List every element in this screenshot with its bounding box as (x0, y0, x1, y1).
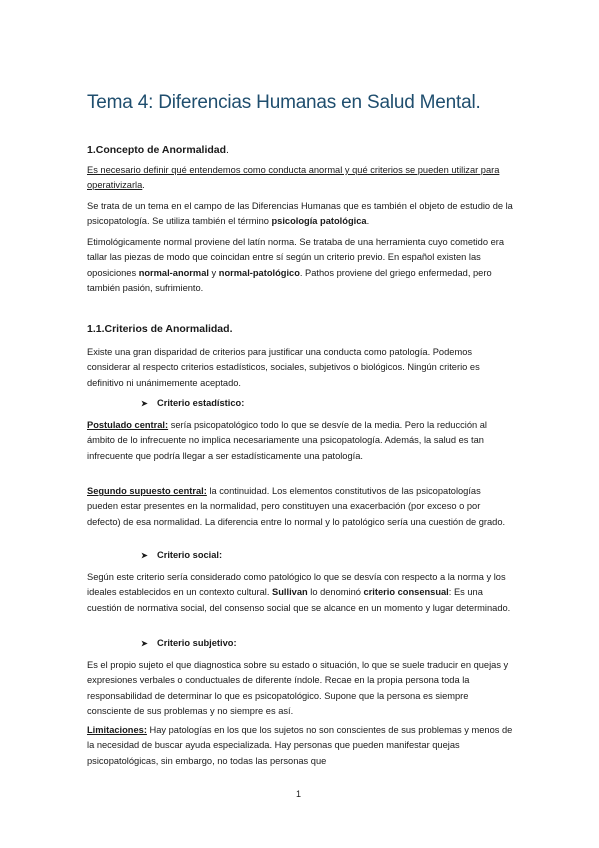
text-run: Hay patologías en los que los sujetos no son conscientes de sus problemas y menos de la necesidad de buscar ayuda especializada. Hay personas que pueden manifestar quejas psicopatológicas, sin embargo, no todas las personas que (87, 725, 513, 766)
text-run: Etimológicamente normal proviene del latín norma. Se trataba de una herramienta cuyo cometido era tallar las piezas de modo que coincidan entre sí según un criterio previo. En español existen las oposiciones (87, 237, 505, 278)
arrow-bullet-icon: ➤ (141, 399, 148, 408)
paragraph-intro (87, 163, 513, 194)
paragraph-etimologia (87, 235, 513, 297)
paragraph-criterio-social (87, 570, 513, 616)
bullet-criterio-estadistico (141, 398, 244, 408)
bullet-label: Criterio social: (157, 550, 223, 560)
paragraph-criterios-intro: Existe una gran disparidad de criterios para justificar una conducta como patología. Podemos considerar al respecto criterios estadísticos, sociales, subjetivos o biológicos. Ningún criterio es definitivo ni unánimemente aceptado. (87, 347, 480, 388)
text-run: la continuidad. Los elementos constitutivos de las psicopatologías pueden estar presentes en la normalidad, pero constituyen una exacerbación (por exceso o por defecto) de esa normalidad. La diferencia entre lo normal y lo patológico sería una cuestión de grado. (87, 486, 506, 527)
lead-segundo-supuesto: Segundo supuesto central: (87, 486, 207, 496)
text-run: Se trata de un tema en el campo de las Diferencias Humanas que es también el objeto de estudio de la psicopatología. Se utiliza también el término (87, 201, 513, 227)
page-title: Tema 4: Diferencias Humanas en Salud Mental. (87, 92, 481, 113)
term-normal-patologico: normal-patológico (218, 267, 300, 278)
intro-end: . (142, 180, 145, 191)
bullet-label: Criterio estadístico: (157, 398, 245, 408)
bullet-criterio-social (141, 550, 222, 560)
bullet-criterio-subjetivo (141, 638, 237, 648)
text-run: . Pathos proviene del griego enfermedad, pero también pasión, sufrimiento. (87, 267, 492, 294)
paragraph-postulado-central (87, 418, 513, 464)
text-run: y (208, 267, 219, 278)
arrow-bullet-icon: ➤ (141, 551, 148, 560)
page-number: 1 (296, 789, 302, 799)
paragraph-criterio-subjetivo: Es el propio sujeto el que diagnostica sobre su estado o situación, lo que se suele traducir en quejas y expresiones verbales o conductuales de diferente índole. Recae en la propia persona toda la responsabilidad de determinar lo que es psicopatológico. Supone que la persona es siempre consciente de sus problemas y no siempre es así. (87, 660, 509, 717)
paragraph-limitaciones (87, 723, 513, 769)
term-normal-anormal: normal-anormal (138, 267, 209, 278)
paragraph-psicopatologia (87, 199, 513, 230)
section-heading-criterios: 1.1.Criterios de Anormalidad. (87, 323, 233, 335)
underlined-intro: Es necesario definir qué entendemos como conducta anormal y qué criterios se pueden utilizar para operativizarla (87, 165, 500, 191)
text-run: lo denominó (307, 587, 364, 598)
text-run: . (366, 216, 370, 227)
arrow-bullet-icon: ➤ (141, 639, 148, 648)
paragraph-segundo-supuesto (87, 484, 513, 530)
section-heading-dot: . (226, 144, 229, 156)
name-sullivan: Sullivan (272, 587, 308, 598)
lead-postulado-central: Postulado central: (87, 420, 169, 430)
lead-limitaciones: Limitaciones: (87, 725, 147, 735)
section-heading-text: 1.Concepto de Anormalidad (87, 144, 227, 156)
text-run: : Es una cuestión de normativa social, del consenso social que se alcance en un momento y lugar determinado. (87, 587, 511, 613)
section-heading-concepto (87, 144, 229, 156)
text-run: sería psicopatológico todo lo que se desvíe de la media. Pero la reducción al ámbito de lo infrecuente no implica necesariamente una psicopatología. Además, la salud es tan infrecuente que podría llegar a ser estadísticamente una patología. (87, 420, 487, 461)
term-criterio-consensual: criterio consensual (363, 587, 449, 598)
text-run: Según este criterio sería considerado como patológico lo que se desvía con respecto a la norma y los ideales establecidos en un contexto cultural. (87, 572, 506, 598)
bullet-label: Criterio subjetivo: (157, 638, 237, 648)
term-psicologia-patologica: psicología patológica (271, 216, 367, 227)
